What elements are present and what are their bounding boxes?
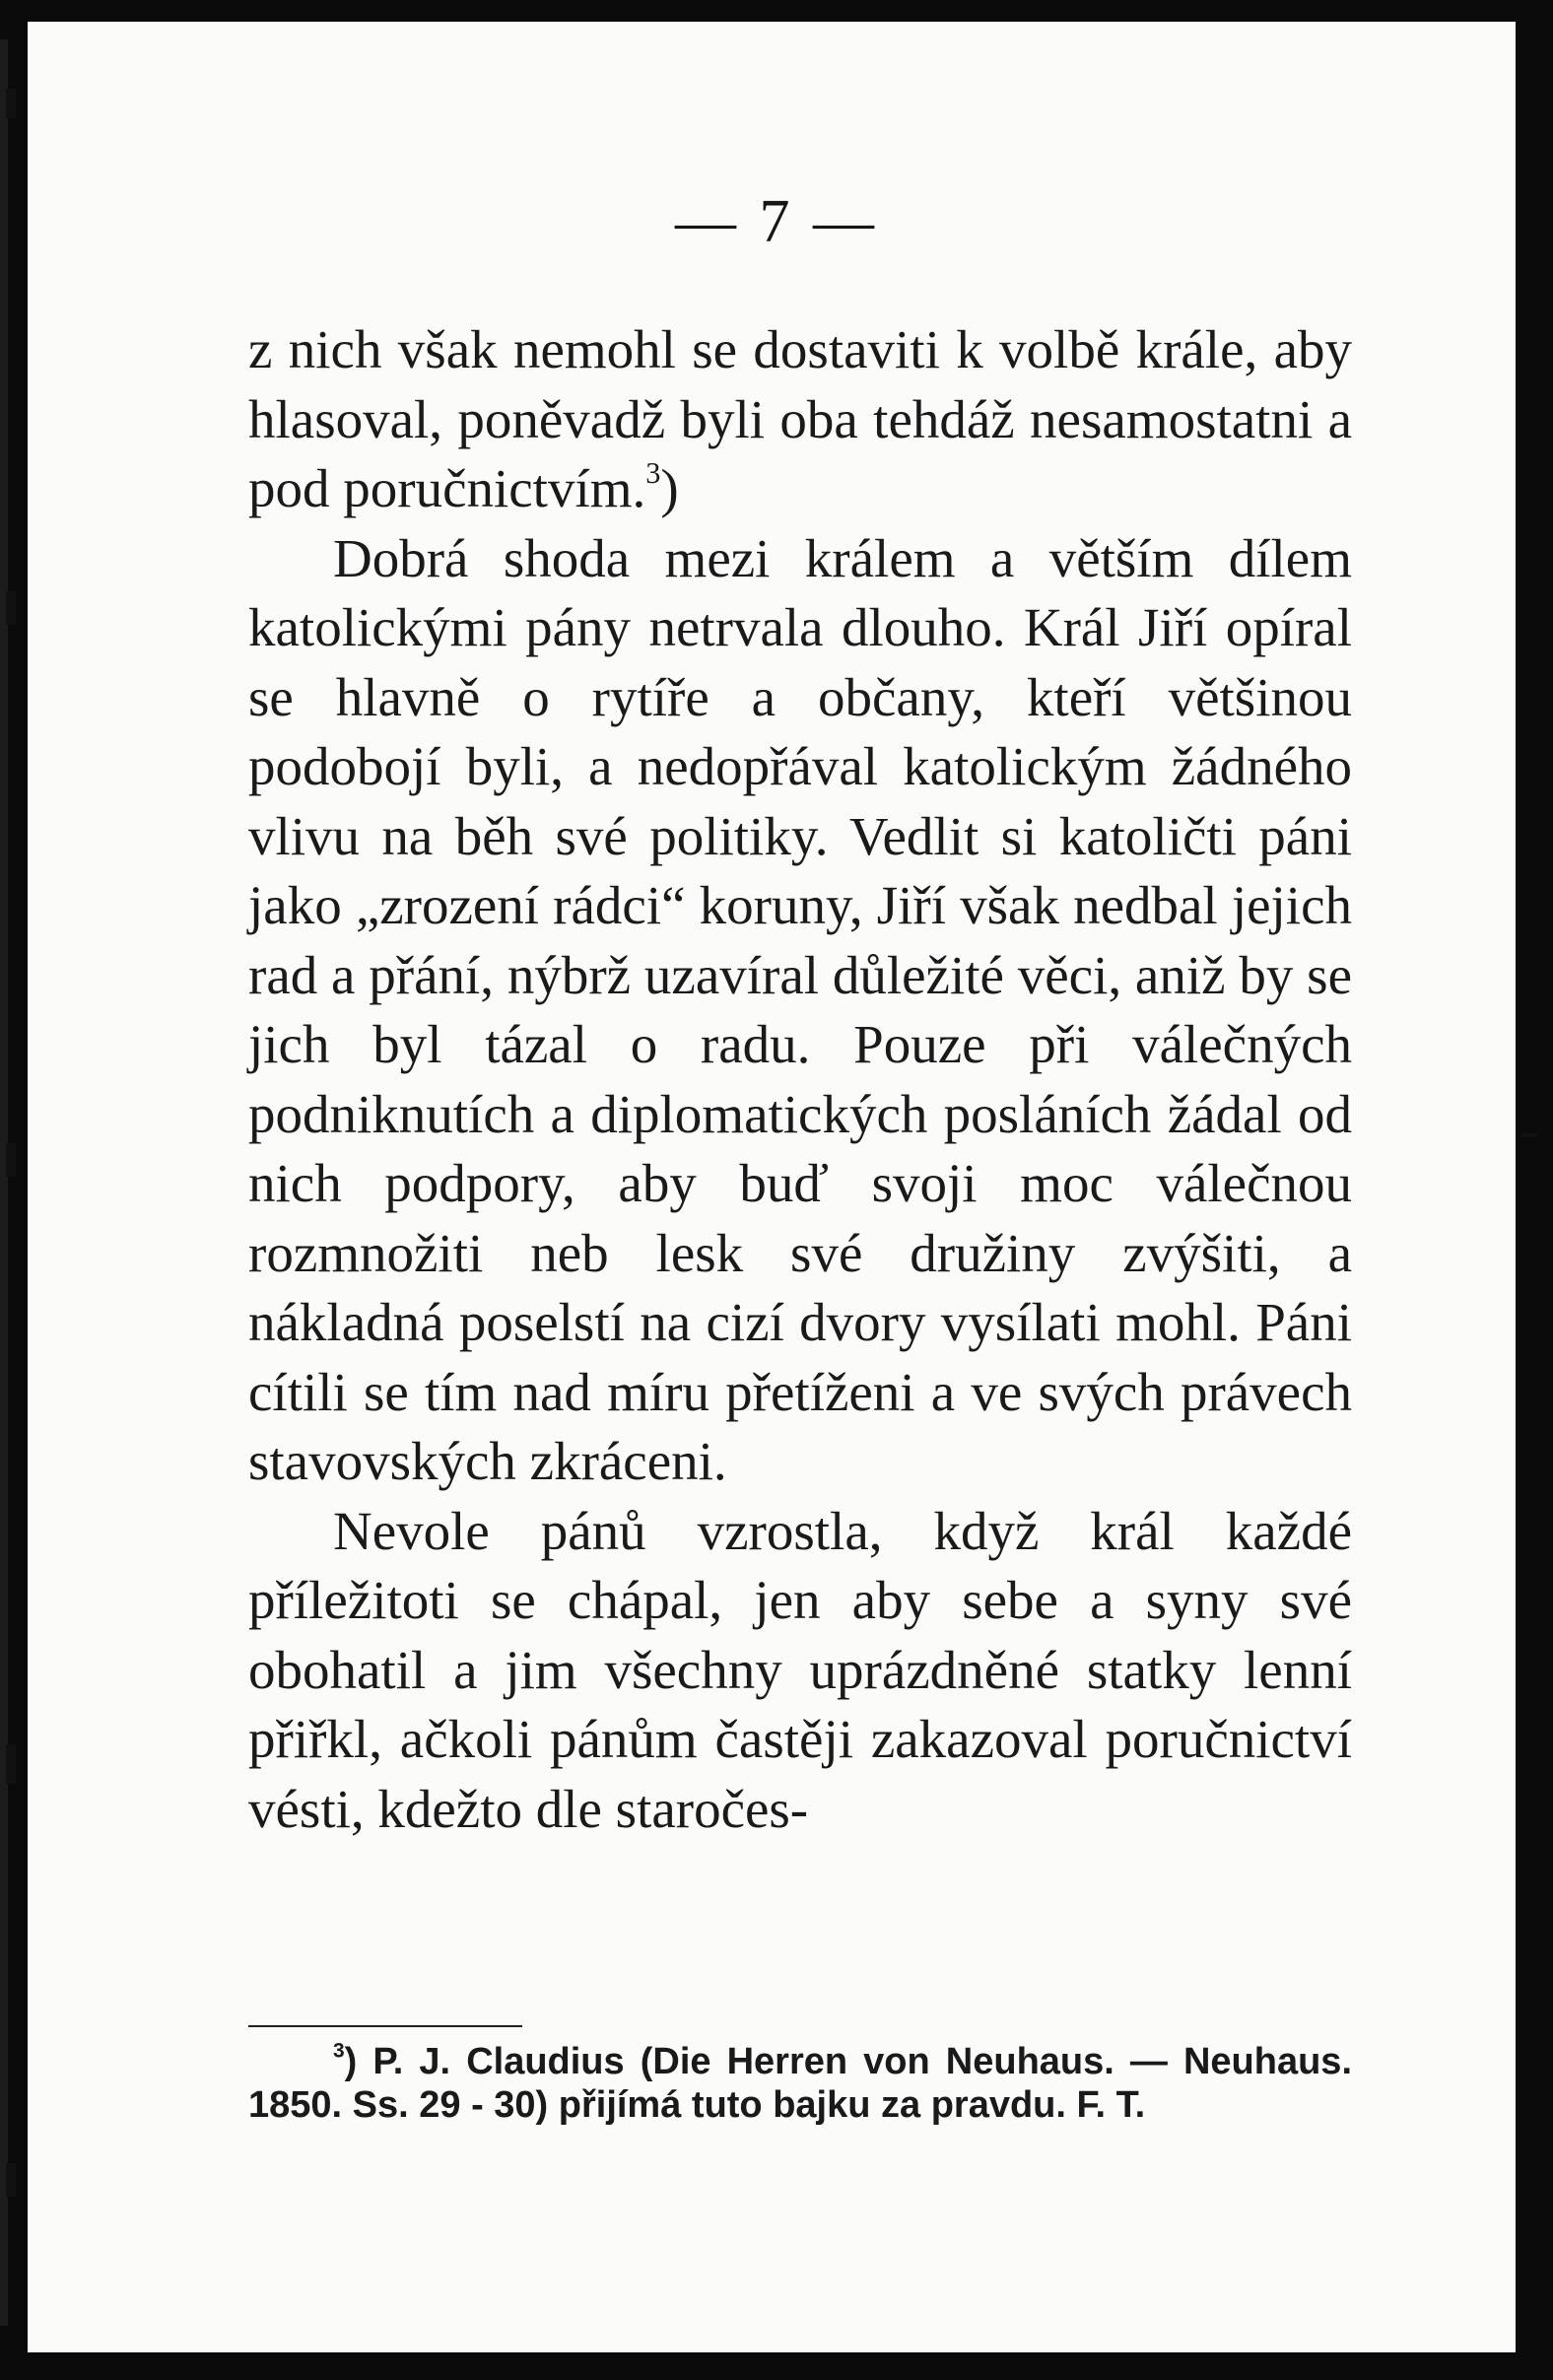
footnote-marker: 3	[333, 2039, 345, 2063]
edge-tick	[6, 1744, 16, 1784]
footnote-reference: 3	[645, 455, 661, 490]
paragraph-3: Nevole pánů vzrostla, když král každé příležitoti se chápal, jen aby sebe a syny své obohatil a jim všechny uprázdněné statky lenní přiřkl, ačkoli pánům častěji zakazoval poručnictví vésti, kdežto dle staročes-	[248, 1500, 1352, 1839]
footnote-text: ) P. J. Claudius (Die Herren von Neuhaus. — Neuhaus. 1850. Ss. 29 - 30) přijímá tuto bajku za pravdu. F. T.	[248, 2041, 1352, 2126]
paragraph-1-text: z nich však nemohl se dostaviti k volbě krále, aby hlasoval, poněvadž byli oba tehdáž nesamostatni a pod poručnictvím.	[248, 319, 1352, 518]
paragraph-1-closing: )	[660, 458, 679, 518]
edge-tick	[6, 2163, 16, 2197]
edge-tick	[1521, 1133, 1537, 1137]
edge-tick	[6, 89, 16, 118]
body-text	[248, 315, 1352, 1844]
edge-tick	[6, 591, 16, 625]
paragraph-2: Dobrá shoda mezi králem a větším dílem katolickými pány netrvala dlouho. Král Jiří opíral se hlavně o rytíře a občany, kteří většinou podobojí byli, a nedopřával katolickým žádného vlivu na běh své politiky. Vedlit si katoličti páni jako „zrození rádci“ koruny, Jiří však nedbal jejich rad a přání, nýbrž uzavíral důležité věci, aniž by se jich byl tázal o radu. Pouze při válečných podniknutích a diplomatických posláních žádal od nich podpory, aby buď svoji moc válečnou rozmnožiti neb lesk své družiny zvýšiti, a nákladná poselstí na cizí dvory vysílati mohl. Páni cítili se tím nad míru přetíženi a ve svých právech stavovských zkráceni.	[248, 527, 1352, 1491]
footnote-divider	[248, 2025, 522, 2027]
paragraph-1	[248, 315, 1352, 524]
binding-edge-mark	[0, 39, 8, 2326]
edge-tick	[6, 1143, 16, 1177]
footnote	[248, 2040, 1352, 2127]
page-number: — 7 —	[675, 188, 878, 255]
